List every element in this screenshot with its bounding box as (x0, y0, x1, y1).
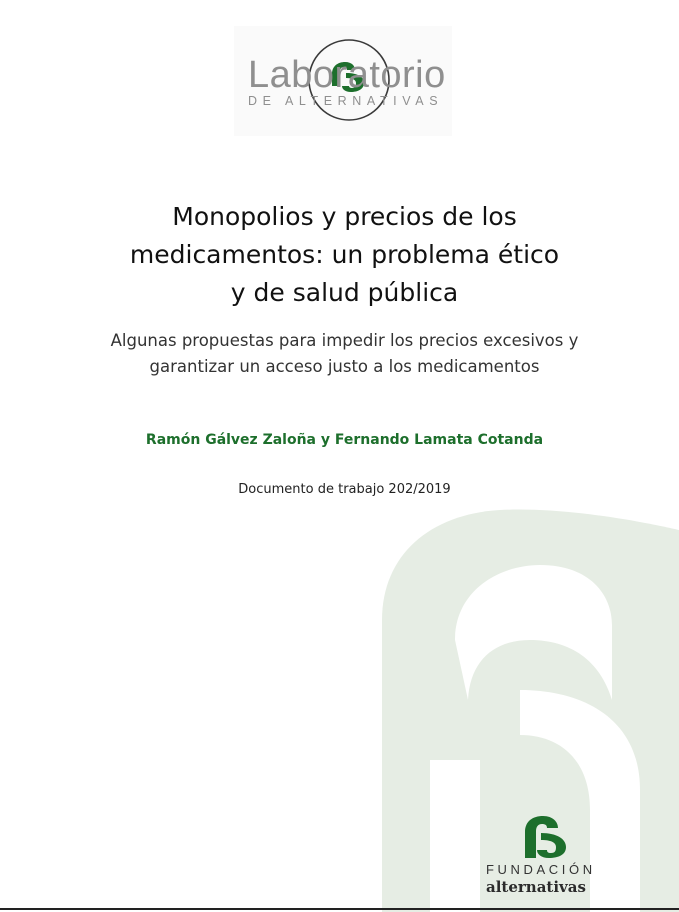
authors: Ramón Gálvez Zaloña y Fernando Lamata Cotanda (145, 432, 544, 448)
laboratorio-wordmark: Laboratorio (248, 54, 446, 96)
bottom-rule (0, 908, 679, 910)
de-alternativas-wordmark: DE ALTERNATIVAS (248, 94, 444, 108)
document-title (40, 198, 649, 312)
fundacion-alternativas-logo-icon (523, 814, 567, 858)
subtitle-line-2: garantizar un acceso justo a los medicamentos (149, 357, 540, 376)
alternativas-wordmark: alternativas (486, 878, 586, 896)
subtitle-line-1: Algunas propuestas para impedir los precios excesivos y (110, 331, 579, 350)
title-line-3: y de salud pública (230, 278, 459, 307)
laboratorio-logo (234, 26, 452, 136)
fundacion-wordmark: FUNDACIÓN (486, 862, 596, 877)
document-subtitle (40, 328, 649, 380)
fundacion-logo (486, 810, 626, 905)
document-number: Documento de trabajo 202/2019 (238, 482, 451, 497)
title-line-2: medicamentos: un problema ético (129, 240, 560, 269)
title-line-1: Monopolios y precios de los (172, 202, 517, 231)
